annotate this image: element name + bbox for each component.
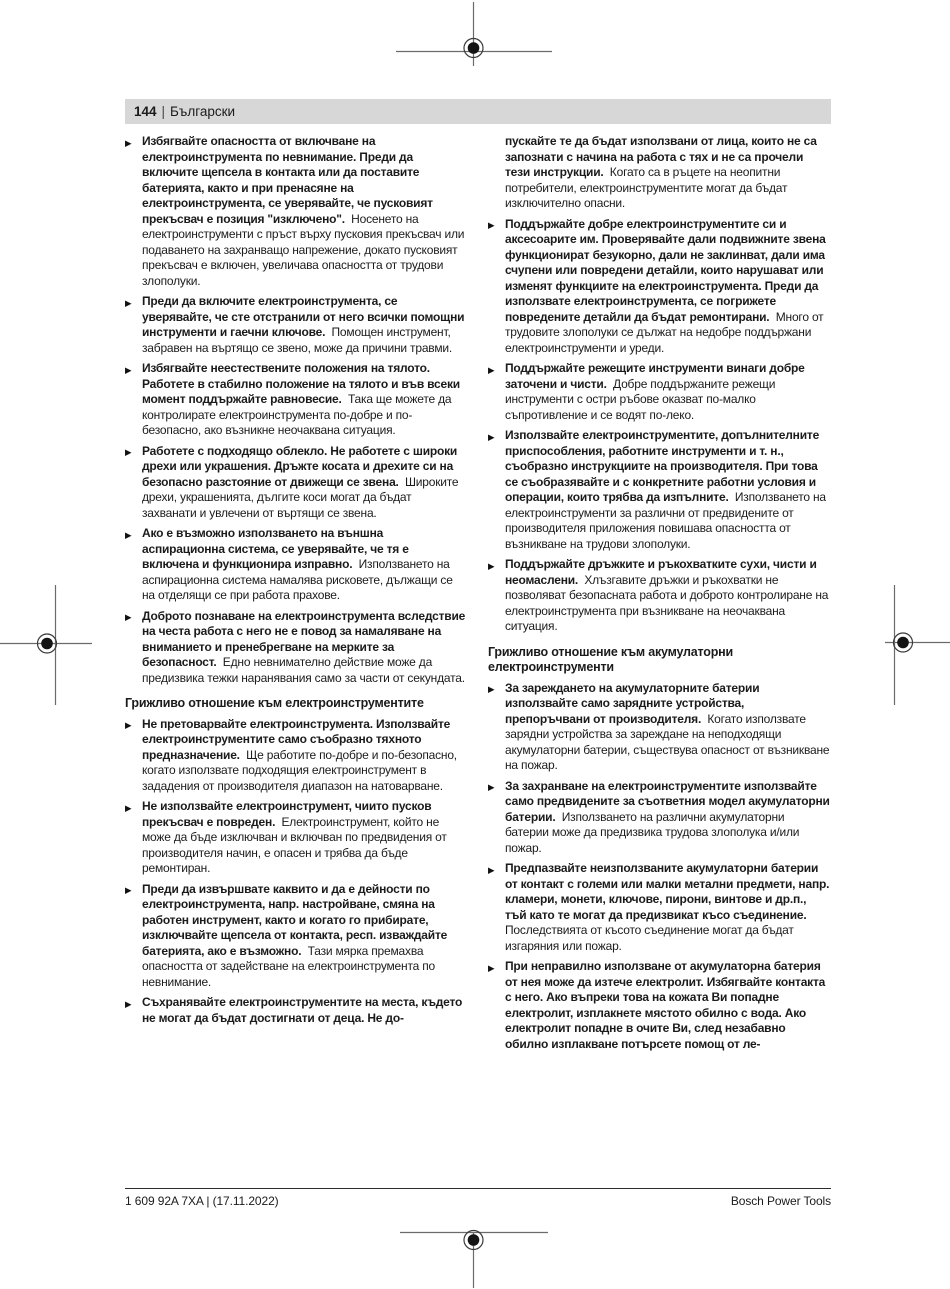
safety-instruction: ▶ Поддържайте дръжките и ръкохватките сухи, чисти и неомаслени. Хлъзгавите дръжки и ръкохватки не позволяват безопасната работа и доброто контролиране на електроинструмента при възникване на неочаквана ситуация. bbox=[488, 557, 829, 633]
header-separator: | bbox=[161, 104, 166, 119]
safety-instruction: ▶ Предпазвайте неизползваните акумулаторни батерии от контакт с големи или малки метални предмети, напр. кламери, монети, ключове, пирони, винтове и др.п., тъй като те могат да предизвикат късо съединение. Последствията от късото съединение могат да бъдат изгаряния или пожар. bbox=[488, 861, 830, 953]
section-heading: Грижливо отношение към електроинструментите bbox=[125, 696, 424, 710]
brand-label: Bosch Power Tools bbox=[730, 1194, 831, 1208]
safety-instruction: ▶ Избягвайте опасността от включване на електроинструмента по невнимание. Преди да включите щепсела в контакта или да поставите батерията, както и при пренасяне на електроинструмента, се уверявайте, че пусковият прекъсвач е позиция "изключено". Носенето на електроинструменти с пръст върху пусковия прекъсвач или подаването на захранващо напрежение, докато пусковият прекъсвач е включен, увеличава опасността от трудови злополуки. bbox=[125, 134, 465, 288]
paragraph-continuation: пускайте те да бъдат използвани от лица, които не са запознати с начина на работа с тях и не са прочели тези инструкции. Когато са в ръцете на неопитни потребители, електроинструментите могат да бъдат изключително опасни. bbox=[505, 134, 817, 210]
safety-instruction: ▶ Ако е възможно използването на външна аспирационна система, се уверявайте, че тя е включена и функционира изправно. Използването на аспирационна система намалява рисковете, дължащи се на отделящи се при работа прахове. bbox=[125, 526, 453, 602]
safety-instruction: ▶ За зареждането на акумулаторните батерии използвайте само зарядните устройства, препоръчвани от производителя. Когато използвате зарядни устройства за зареждане на неподходящи акумулаторни батерии, съществува опасност от възникване на пожар. bbox=[488, 680, 830, 772]
safety-instruction: ▶ Доброто познаване на електроинструмента вследствие на честа работа с него не е повод за намаляване на вниманието и пренебрегване на мерките за безопасност. Едно невнимателно действие може да предизвика тежки наранявания само за части от секундата. bbox=[125, 608, 466, 685]
safety-instruction: ▶ Съхранявайте електроинструментите на места, където не могат да бъдат достигнати от деца. Не до- bbox=[125, 995, 463, 1025]
bullet-triangle-icon: ▶ bbox=[488, 782, 495, 792]
bullet-triangle-icon: ▶ bbox=[125, 612, 132, 622]
bullet-triangle-icon: ▶ bbox=[488, 431, 495, 442]
crop-mark-top bbox=[396, 2, 552, 66]
safety-instruction: ▶ Използвайте електроинструментите, допълнителните приспособления, работните инструменти и т. н., съобразно инструкциите на производителя. При това се съобразявайте и с конкретните работни условия и операции, които трябва да изпълните. Използването на електроинструменти за различни от предвидените от производителя приложения повишава опасността от възникване на трудови злополуки. bbox=[488, 428, 826, 551]
safety-instruction: ▶ Поддържайте добре електроинструментите си и аксесоарите им. Проверявайте дали подвижните звена функционират безукорно, дали не заклинват, дали има счупени или повредени детайли, които нарушават или изменят функциите на електроинструмента. Преди да използвате електроинструмента, се погрижете повредените детайли да бъдат ремонтирани. Много от трудовите злополуки се дължат на недобре поддържани електроинструменти и уреди. bbox=[488, 216, 826, 355]
bullet-triangle-icon: ▶ bbox=[488, 864, 495, 875]
crop-mark-left bbox=[0, 585, 92, 705]
bullet-triangle-icon: ▶ bbox=[488, 962, 495, 973]
bullet-triangle-icon: ▶ bbox=[125, 297, 132, 308]
bullet-triangle-icon: ▶ bbox=[125, 998, 132, 1009]
safety-instruction: ▶ При неправилно използване от акумулаторна батерия от нея може да изтече електролит. Избягвайте контакта с него. Ако въпреки това на кожата Ви попадне електролит, изплакнете мястото обилно с вода. Ако електролит попадне в очите Ви, след незабавно обилно изплакване потърсете помощ от ле- bbox=[488, 959, 826, 1051]
bullet-triangle-icon: ▶ bbox=[488, 364, 495, 375]
bullet-triangle-icon: ▶ bbox=[125, 720, 132, 730]
bullet-triangle-icon: ▶ bbox=[125, 529, 132, 540]
page-header bbox=[125, 99, 831, 124]
safety-instruction: ▶ Не използвайте електроинструмент, чиито пусков прекъсвач е повреден. Електроинструмент, който не може да бъде изключван и включван по предвидения от производителя начин, е опасен и трябва да бъде ремонтиран. bbox=[125, 799, 447, 875]
footer-rule bbox=[125, 1188, 831, 1189]
two-column-text bbox=[125, 134, 831, 1176]
right-column bbox=[488, 134, 830, 1176]
page-number: 144 bbox=[134, 104, 157, 119]
safety-instruction: ▶ Преди да включите електроинструмента, се уверявайте, че сте отстранили от него всички помощни инструменти и гаечни ключове. Помощен инструмент, забравен на въртящо се звено, може да причини травми. bbox=[125, 294, 465, 355]
safety-instruction: ▶ Избягвайте неестествените положения на тялото. Работете в стабилно положение на тялото и във всеки момент поддържайте равновесие. Така ще можете да контролирате електроинструмента по-добре и по-безопасно, ако възникне неочаквана ситуация. bbox=[125, 361, 460, 437]
crop-mark-right bbox=[885, 585, 950, 705]
document-number: 1 609 92A 7XA | (17.11.2022) bbox=[125, 1194, 279, 1208]
safety-instruction: ▶ Работете с подходящо облекло. Не работете с широки дрехи или украшения. Дръжте косата и дрехите си на безопасно разстояние от движещи се звена. Широките дрехи, украшенията, дългите коси могат да бъдат захванати и увлечени от въртящи се звена. bbox=[125, 443, 459, 520]
left-column bbox=[125, 134, 467, 1176]
bullet-triangle-icon: ▶ bbox=[488, 560, 495, 571]
bullet-triangle-icon: ▶ bbox=[125, 885, 132, 895]
safety-instruction: ▶ Преди да извършвате каквито и да е дейности по електроинструмента, напр. настройване, смяна на работен инструмент, както и когато го прибирате, изключвайте щепсела от контакта, респ. изваждайте батерията, ако е възможно. Тази мярка премахва опасността от задействане на електроинструмента по невнимание. bbox=[125, 881, 448, 989]
safety-instruction: ▶ За захранване на електроинструментите използвайте само предвидените за съответния модел акумулаторни батерии. Използването на различни акумулаторни батерии може да предизвика трудова злополука и/или пожар. bbox=[488, 778, 830, 855]
bullet-triangle-icon: ▶ bbox=[488, 684, 495, 694]
section-heading: Грижливо отношение към акумулаторни електроинструменти bbox=[488, 644, 734, 674]
bullet-triangle-icon: ▶ bbox=[125, 364, 132, 375]
page-content bbox=[125, 99, 831, 1176]
bullet-triangle-icon: ▶ bbox=[488, 220, 495, 230]
bullet-triangle-icon: ▶ bbox=[125, 137, 132, 148]
safety-instruction: ▶ Поддържайте режещите инструменти винаги добре заточени и чисти. Добре поддържаните режещи инструменти с остри ръбове оказват по-малко съпротивление и се водят по-леко. bbox=[488, 361, 805, 422]
page-footer bbox=[125, 1194, 831, 1208]
bullet-triangle-icon: ▶ bbox=[125, 447, 132, 457]
header-language-label: Български bbox=[170, 104, 236, 119]
crop-mark-bottom bbox=[400, 1231, 548, 1289]
safety-instruction: ▶ Не претоварвайте електроинструмента. Използвайте електроинструментите само съобразно тяхното предназначение. Ще работите по-добре и по-безопасно, когато използвате подходящия електроинструмент в зададения от производителя диапазон на натоварване. bbox=[125, 716, 457, 793]
bullet-triangle-icon: ▶ bbox=[125, 802, 132, 813]
